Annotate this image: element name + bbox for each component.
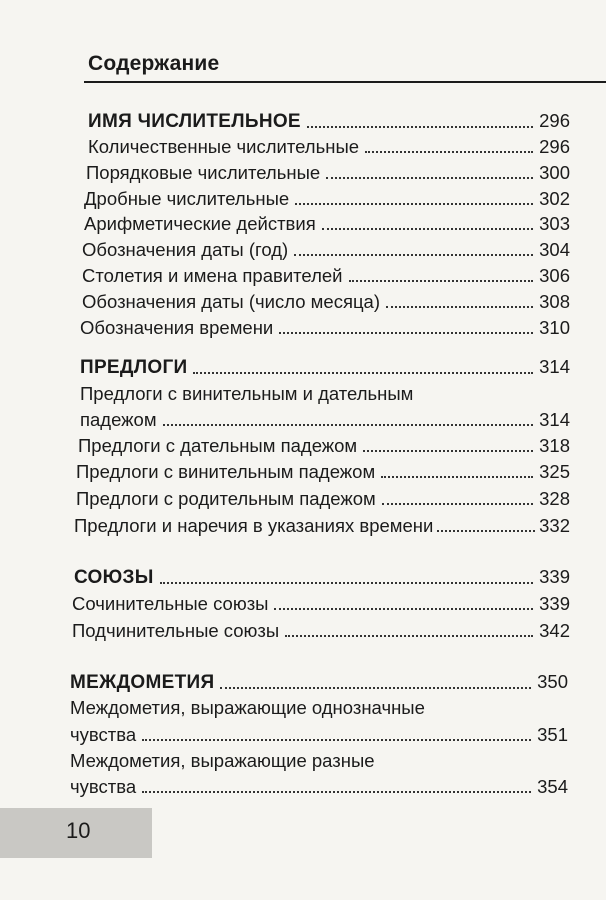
page-title: Содержание — [88, 52, 220, 75]
leader-dots — [386, 306, 533, 308]
page-number: 306 — [539, 265, 570, 286]
toc-item[interactable] — [70, 724, 568, 746]
item-label: падежом — [80, 409, 157, 430]
item-label: Обозначения даты (год) — [82, 239, 289, 260]
page-number: 351 — [537, 724, 568, 745]
toc-item[interactable] — [84, 188, 570, 210]
page-number: 308 — [539, 291, 570, 312]
leader-dots — [307, 126, 533, 128]
leader-dots — [279, 332, 533, 334]
leader-dots — [220, 687, 531, 689]
page-number: 302 — [539, 188, 570, 209]
page-number: 314 — [539, 356, 570, 377]
toc-item-line[interactable]: Междометия, выражающие разные — [70, 750, 375, 771]
leader-dots — [142, 791, 531, 793]
toc-section-interjections[interactable] — [70, 671, 568, 694]
leader-dots — [437, 530, 535, 532]
item-label: Дробные числительные — [84, 188, 290, 209]
leader-dots — [163, 424, 534, 426]
item-label: Обозначения времени — [80, 317, 274, 338]
leader-dots — [160, 582, 534, 584]
item-label: Предлоги с родительным падежом — [76, 488, 376, 509]
leader-dots — [274, 608, 533, 610]
leader-dots — [349, 280, 534, 282]
section-title: ПРЕДЛОГИ — [80, 357, 188, 378]
toc-section-numeral[interactable] — [88, 110, 570, 133]
toc-item[interactable] — [70, 776, 568, 798]
page-number: 342 — [539, 620, 570, 641]
section-title: ИМЯ ЧИСЛИТЕЛЬНОЕ — [88, 111, 301, 132]
item-label: Сочинительные союзы — [72, 593, 269, 614]
leader-dots — [381, 476, 533, 478]
page-number: 296 — [539, 136, 570, 157]
page-number: 314 — [539, 409, 570, 430]
toc-item[interactable] — [72, 620, 570, 642]
toc-item-line[interactable]: Междометия, выражающие однозначные — [70, 697, 425, 718]
toc-item-line[interactable]: Предлоги с винительным и дательным — [80, 383, 414, 404]
section-title: СОЮЗЫ — [74, 567, 154, 588]
toc-item[interactable] — [82, 239, 570, 261]
page-number: 318 — [539, 435, 570, 456]
page-number: 339 — [539, 593, 570, 614]
page-number: 304 — [539, 239, 570, 260]
toc-section-prepositions[interactable] — [80, 356, 570, 379]
footer-page-number: 10 — [66, 818, 91, 843]
item-label: Арифметические действия — [84, 213, 316, 234]
page-number: 325 — [539, 461, 570, 482]
toc-item[interactable] — [84, 213, 570, 235]
toc-item[interactable] — [80, 317, 570, 339]
leader-dots — [382, 503, 533, 505]
toc-item[interactable] — [86, 162, 570, 184]
item-label: Обозначения даты (число месяца) — [82, 291, 381, 312]
leader-dots — [142, 739, 531, 741]
item-label: Подчинительные союзы — [72, 620, 280, 641]
page-number: 303 — [539, 213, 570, 234]
toc-item[interactable] — [74, 515, 570, 537]
item-label: Порядковые числительные — [86, 162, 321, 183]
header-rule — [84, 81, 606, 83]
page-number: 332 — [539, 515, 570, 536]
toc-item[interactable] — [72, 593, 570, 615]
toc-item[interactable] — [80, 409, 570, 431]
leader-dots — [295, 203, 533, 205]
toc-item[interactable] — [82, 265, 570, 287]
page-number: 328 — [539, 488, 570, 509]
page-number: 339 — [539, 566, 570, 587]
leader-dots — [363, 450, 533, 452]
toc-item[interactable] — [88, 136, 570, 158]
leader-dots — [294, 254, 533, 256]
page-number: 300 — [539, 162, 570, 183]
item-label: Предлоги с дательным падежом — [78, 435, 358, 456]
toc-item[interactable] — [76, 461, 570, 483]
page-number: 354 — [537, 776, 568, 797]
leader-dots — [193, 372, 533, 374]
section-title: МЕЖДОМЕТИЯ — [70, 672, 215, 693]
item-label: чувства — [70, 776, 137, 797]
toc-item[interactable] — [76, 488, 570, 510]
item-label: чувства — [70, 724, 137, 745]
leader-dots — [322, 228, 533, 230]
item-label: Предлоги и наречия в указаниях времени — [74, 515, 434, 536]
toc-item[interactable] — [78, 435, 570, 457]
page-number: 310 — [539, 317, 570, 338]
page-number: 296 — [539, 110, 570, 131]
leader-dots — [285, 635, 533, 637]
toc-item[interactable] — [82, 291, 570, 313]
item-label: Количественные числительные — [88, 136, 360, 157]
leader-dots — [365, 151, 533, 153]
item-label: Столетия и имена правителей — [82, 265, 343, 286]
toc-section-conjunctions[interactable] — [74, 566, 570, 589]
leader-dots — [326, 177, 533, 179]
item-label: Предлоги с винительным падежом — [76, 461, 376, 482]
page-number: 350 — [537, 671, 568, 692]
